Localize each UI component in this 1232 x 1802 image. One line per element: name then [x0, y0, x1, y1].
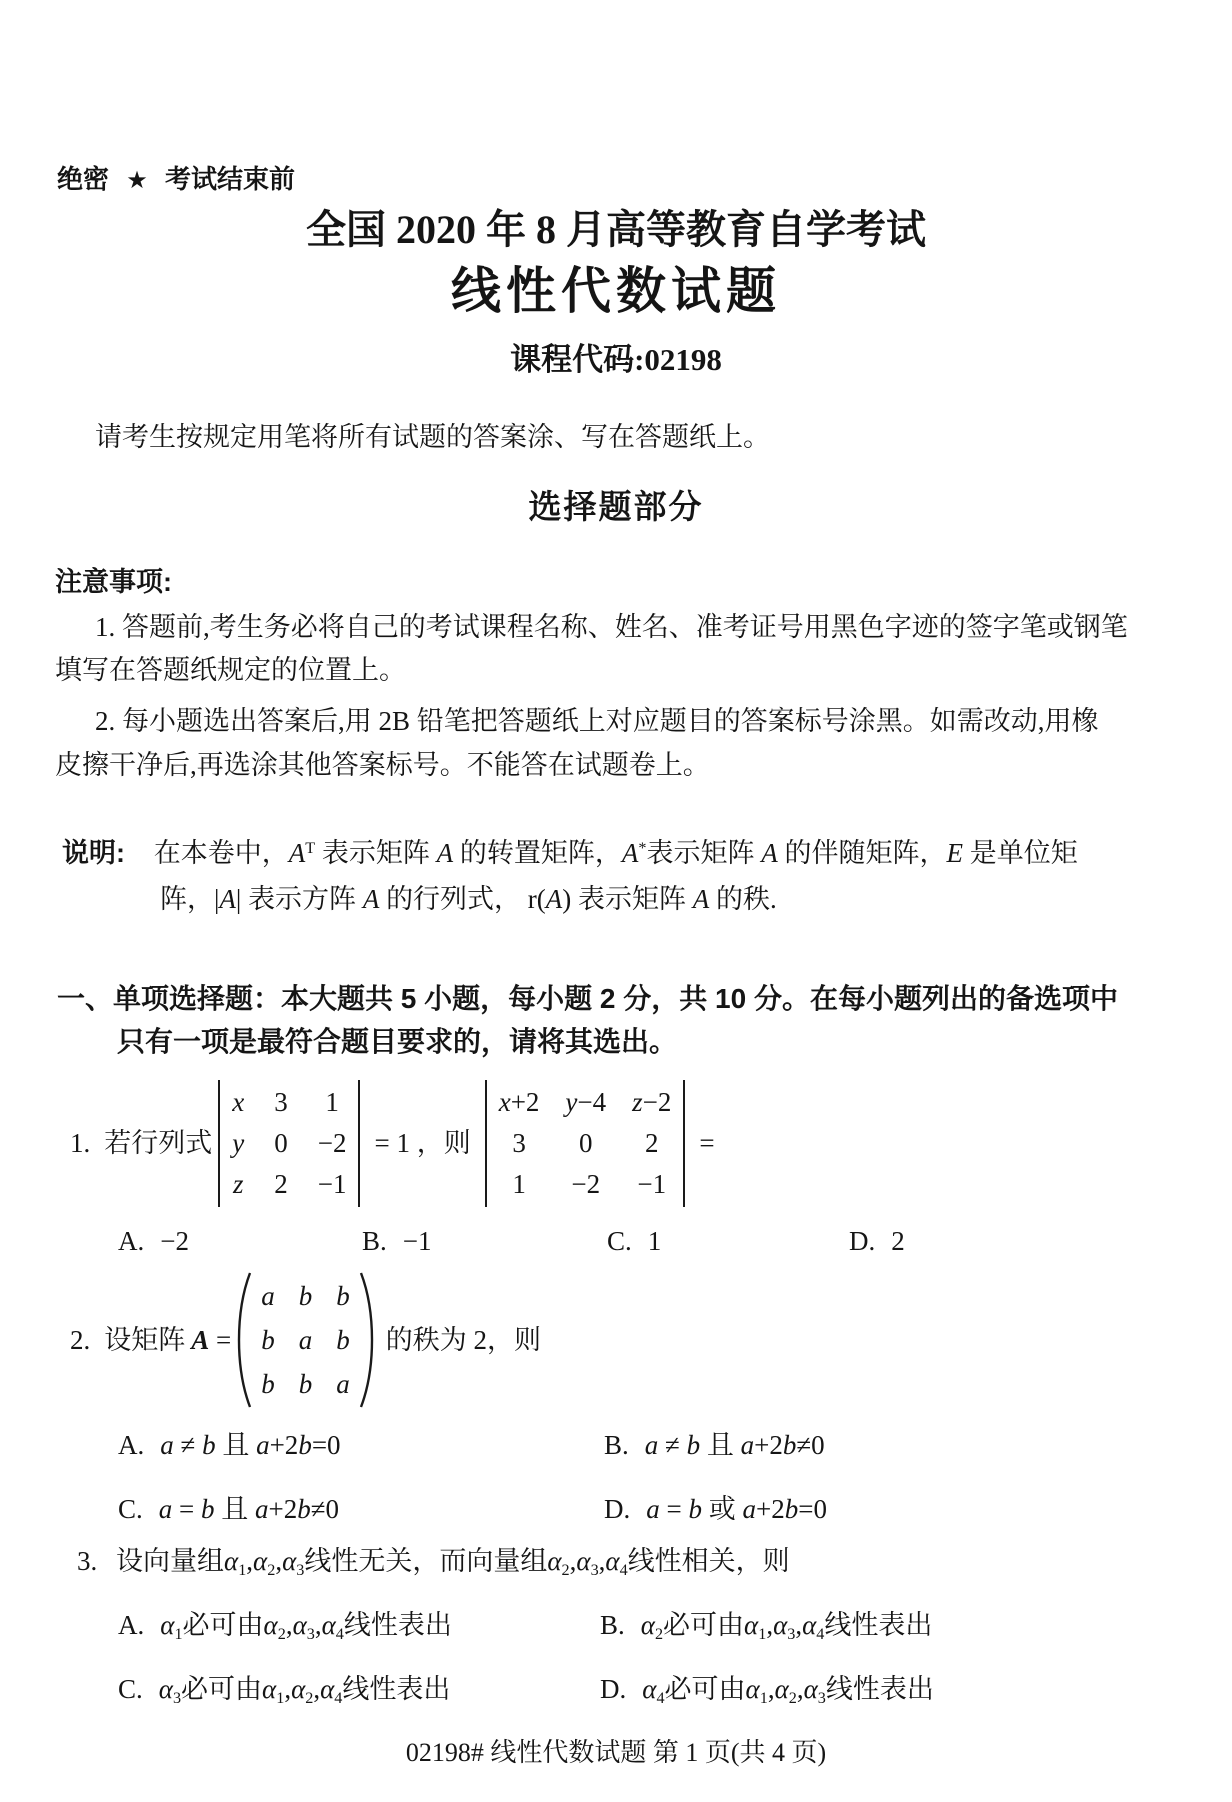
matrix-cell: a [336, 1369, 350, 1399]
paper-title: 线性代数试题 [451, 263, 781, 319]
matrix-cell: 2 [645, 1127, 659, 1158]
matrix-paren-left [235, 1270, 253, 1410]
matrix-cell: y [232, 1127, 245, 1158]
matrix-cell: b [261, 1369, 275, 1399]
q2-option-b [604, 1432, 825, 1459]
matrix-grid [253, 1274, 358, 1406]
matrix-cell: 3 [512, 1127, 526, 1158]
q2-matrix [235, 1270, 376, 1410]
section-part-title: 选择题部分 [528, 488, 704, 525]
option-value: $\alpha_3$必可由$\alpha_1,\alpha_2,\alpha_4$线性表出 [158, 1674, 451, 1707]
option-value: a ≠ b 且 a+2b≠0 [644, 1430, 825, 1460]
matrix-cell: −1 [317, 1168, 347, 1199]
section-1-heading-line-2: 只有一项是最符合题目要求的，请将其选出。 [117, 1026, 678, 1057]
option-label: A. [118, 1430, 145, 1460]
option-label: C. [118, 1674, 143, 1704]
matrix-cell: b [298, 1281, 313, 1311]
note-1-line-1: 1. 答题前,考生务必将自己的考试课程名称、姓名、准考证号用黑色字迹的签字笔或钢笔 [95, 612, 1128, 642]
security-classification-line [57, 166, 295, 193]
q2-option-d [604, 1496, 827, 1523]
question-1 [70, 1077, 715, 1209]
exam-session-label: 考试结束前 [165, 164, 296, 194]
option-value: $\alpha_2$必可由$\alpha_1,\alpha_3,\alpha_4$线性表出 [640, 1610, 933, 1643]
q1-option-b [362, 1228, 432, 1255]
section-1-heading-line-1: 一、单项选择题：本大题共 5 小题，每小题 2 分，共 10 分。在每小题列出的备选项中 [57, 983, 1118, 1014]
remark-text-1: 在本卷中，$A^T$ 表示矩阵 A 的转置矩阵，A*表示矩阵 A 的伴随矩阵，E 是单位矩 [153, 838, 1078, 868]
option-value: 1 [647, 1226, 662, 1256]
q2-stem-pre: 设矩阵 [104, 1324, 186, 1355]
course-code-value: 02198 [644, 342, 722, 377]
remark-label: 说明: [62, 838, 125, 868]
q1-option-a [118, 1228, 189, 1255]
option-label: D. [600, 1674, 627, 1704]
q1-option-d [849, 1228, 905, 1255]
question-2 [70, 1272, 541, 1408]
q3-option-d [600, 1676, 934, 1706]
option-value: a = b 且 a+2b≠0 [158, 1494, 340, 1524]
option-label: C. [118, 1494, 143, 1524]
option-value: $\alpha_1$必可由$\alpha_2,\alpha_3,\alpha_4$线性表出 [160, 1610, 452, 1643]
matrix-cell: a [261, 1281, 275, 1311]
q1-determinant-2 [485, 1080, 686, 1207]
exam-title: 全国 2020 年 8 月高等教育自学考试 [306, 207, 926, 252]
matrix-cell: x+2 [498, 1086, 540, 1117]
option-value: a ≠ b 且 a+2b=0 [160, 1430, 341, 1460]
q2-option-c [118, 1496, 339, 1523]
q1-mid: = 1 ，则 [374, 1127, 471, 1158]
matrix-cell: a [298, 1325, 313, 1355]
matrix-cell: 0 [579, 1127, 593, 1158]
course-code-separator: : [634, 342, 645, 377]
note-1-line-2: 填写在答题纸规定的位置上。 [55, 655, 406, 685]
note-2-line-2: 皮擦干净后,再选涂其他答案标号。不能答在试题卷上。 [55, 750, 710, 780]
matrix-cell: b [261, 1325, 275, 1355]
matrix-cell: z−2 [632, 1086, 672, 1117]
question-3 [77, 1548, 790, 1578]
determinant-grid [487, 1080, 684, 1207]
option-label: B. [600, 1610, 625, 1640]
q3-stem: 设向量组$\alpha_1,\alpha_2,\alpha_3$线性无关，而向量组$\alpha_2,\alpha_3,\alpha_4$线性相关，则 [116, 1546, 790, 1579]
matrix-cell: z [232, 1168, 244, 1199]
matrix-paren-right [358, 1270, 376, 1410]
remark-line-2: 阵，|A| 表示方阵 A 的行列式， r(A) 表示矩阵 A 的秩. [160, 884, 777, 914]
determinant-grid [220, 1080, 358, 1207]
option-value: 2 [891, 1226, 905, 1256]
note-2-line-1: 2. 每小题选出答案后,用 2B 铅笔把答题纸上对应题目的答案标号涂黑。如需改动,用橡 [95, 706, 1099, 736]
option-value: −1 [402, 1226, 432, 1256]
matrix-cell: b [298, 1369, 313, 1399]
matrix-cell: x [232, 1086, 245, 1117]
q1-determinant-1 [218, 1080, 360, 1207]
determinant-bar [683, 1080, 685, 1207]
q2-variable-equals: A = [191, 1324, 232, 1355]
q3-option-a [118, 1612, 452, 1642]
q3-option-b [600, 1612, 932, 1642]
option-value: −2 [160, 1226, 189, 1256]
matrix-cell: b [336, 1325, 350, 1355]
option-label: D. [849, 1226, 876, 1256]
option-label: B. [362, 1226, 387, 1256]
option-label: A. [118, 1226, 145, 1256]
matrix-cell: 1 [325, 1086, 339, 1117]
q3-option-c [118, 1676, 450, 1706]
security-classification: 绝密 [57, 164, 110, 194]
remark-line-1 [62, 840, 1078, 867]
q1-lead: 若行列式 [104, 1127, 213, 1158]
q1-option-c [607, 1228, 661, 1255]
q3-number: 3. [77, 1546, 98, 1576]
matrix-cell: −1 [637, 1168, 667, 1199]
instruction-note: 请考生按规定用笔将所有试题的答案涂、写在答题纸上。 [95, 422, 770, 452]
matrix-cell: 0 [274, 1127, 288, 1158]
q2-stem-post: 的秩为 2，则 [385, 1324, 541, 1355]
matrix-cell: −2 [571, 1168, 601, 1199]
matrix-cell: b [336, 1281, 350, 1311]
option-value: $\alpha_4$必可由$\alpha_1,\alpha_2,\alpha_3$线性表出 [642, 1674, 934, 1707]
q1-tail: = [699, 1127, 715, 1158]
matrix-cell: 2 [274, 1168, 288, 1199]
option-label: C. [607, 1226, 632, 1256]
q2-number: 2. [70, 1324, 91, 1355]
matrix-cell: −2 [317, 1127, 347, 1158]
matrix-cell: y−4 [565, 1086, 607, 1117]
matrix-cell: 1 [512, 1168, 526, 1199]
option-label: D. [604, 1494, 631, 1524]
matrix-cell: 3 [274, 1086, 288, 1117]
course-code-line [0, 344, 1232, 375]
page-footer: 02198# 线性代数试题 第 1 页(共 4 页) [405, 1738, 827, 1767]
q1-number: 1. [70, 1127, 91, 1158]
q2-option-a [118, 1432, 341, 1459]
option-label: A. [118, 1610, 145, 1640]
option-label: B. [604, 1430, 629, 1460]
determinant-bar [358, 1080, 360, 1207]
star-icon: ★ [126, 167, 148, 194]
course-code-label: 课程代码 [510, 342, 635, 377]
notes-heading: 注意事项: [55, 567, 172, 597]
option-value: a = b 或 a+2b=0 [646, 1494, 827, 1524]
